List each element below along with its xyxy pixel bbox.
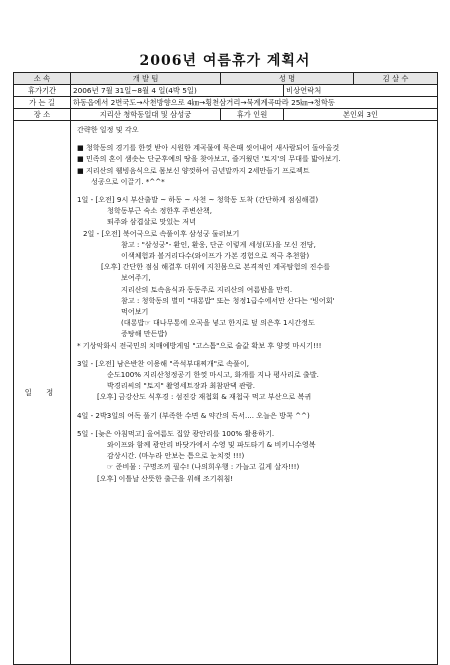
dept-label: 소 속	[14, 73, 71, 85]
contact-label: 비상연락처	[284, 85, 438, 97]
header-row	[14, 73, 438, 85]
name-label: 성 명	[221, 73, 354, 85]
day5-line: 감상시간. (마누라 안보는 틈으로 눈치껏 !!!)	[107, 451, 245, 461]
goal-line: 성공으로 이끌기. *^^*	[91, 176, 165, 186]
schedule-content	[71, 121, 438, 665]
place-label: 장 소	[14, 109, 71, 121]
schedule-label: 일 정	[14, 121, 71, 665]
route-label: 가 는 길	[14, 97, 71, 109]
day3-line: 박경리씨의 "토지" 촬영세트장과 최참판댁 관람.	[107, 381, 255, 391]
day4-line: 4일 - 2박3일의 여독 풀기 (부족한 수면 & 약간의 독서.... 오늘은 방콕 ^^)	[77, 410, 310, 420]
document-title: 2006년 여름휴가 계획서	[139, 53, 311, 69]
people-label: 휴가 인원	[221, 109, 284, 121]
day3-line: [오후] 금강산도 식후경 : 섬진강 재첩회 & 재첩국 먹고 부산으로 복귀	[97, 392, 312, 402]
name-value: 김 살 수	[354, 73, 438, 85]
place-row	[14, 109, 438, 121]
day2-line: 먹어보기	[121, 307, 149, 317]
day2-line: 참고 : "삼성궁"- 환인, 환웅, 단군 이렇게 세성(포)을 모신 전당,	[121, 239, 316, 249]
dept-value: 개 발 팀	[71, 73, 221, 85]
plan-form-table	[13, 72, 438, 665]
period-label: 휴가기간	[14, 85, 71, 97]
day2-line: 보여주기,	[121, 273, 151, 283]
goal-line: ■ 청학동의 경기를 한껏 받아 시원한 계곡물에 묵은때 씻어내어 새사람되어 돌아올것	[77, 143, 340, 153]
schedule-row	[14, 121, 438, 665]
day1-line: 청학동부근 숙소 정한후 주변산책,	[107, 206, 212, 216]
day2-line: (대롱밥☞ 대나무통에 오곡을 넣고 한지로 덮 의은후 1시간정도	[121, 318, 315, 328]
day3-line: 순도100% 지리산청정공기 한껏 마시고, 화개를 지나 평사리로 출발.	[107, 370, 319, 380]
day2-line: 지리산의 토속음식과 동동주로 지리산의 여름밤을 만끽.	[121, 284, 293, 294]
day5-line: 와이프와 함께 광안리 바닷가에서 수영 및 파도타기 & 비키니수영복	[107, 440, 316, 450]
weather-note: * 기상악화시 전국민의 치매예방게임 "고스톱"으로 술값 확보 후 양껏 마시기!!!	[77, 340, 322, 350]
goal-line: ■ 민족의 혼이 샘솟는 단군후예의 땅을 찾아보고, 즐거웠던 '토지'의 무대를 밟아보기.	[77, 154, 341, 164]
day5-line: [오후] 이틀날 산뜻한 출근을 위해 조기취침!	[97, 473, 234, 483]
day2-line: 참고 : 청학동의 별미 "대롱밥" 또는 청정1급수에서만 산다는 '빙어회'	[121, 295, 335, 305]
place-value: 지리산 청학동일대 및 삼성궁	[71, 109, 221, 121]
route-row	[14, 97, 438, 109]
day2-line: 이색체험과 볼거리다수(와이프가 가본 경험으로 적극 추천함)	[121, 251, 310, 261]
period-value: 2006년 7월 31일~8월 4 일(4박 5일)	[71, 85, 284, 97]
day2-line: [오후] 간단한 점심 해결후 더위에 지친몸으로 본격적인 계곡탐험의 진수를	[101, 262, 331, 272]
day2-line: 증탕해 만든밥)	[121, 329, 168, 339]
goal-line: ■ 지리산의 웰빙음식으로 몸보신 양껏하여 금년말까지 2세만들기 프로젝트	[77, 165, 310, 175]
people-value: 본인외 3인	[284, 109, 438, 121]
route-value: 하동읍에서 2번국도→사천방향으로 4㎞→횡천삼거리→묵계계곡따라 25㎞→청학동	[71, 97, 438, 109]
period-row	[14, 85, 438, 97]
day2-line: 2일 - [오전] 북어국으로 속풀이후 삼성궁 둘러보기	[83, 228, 240, 238]
intro-text: 간략한 일정 및 각오	[77, 125, 139, 134]
day5-line: 5일 - [늦은 아침먹고] 올여름도 집앞 광안리를 100% 활용하기.	[77, 428, 275, 438]
day1-line: 뙤주와 삼겹살로 맛있는 저녁	[107, 217, 196, 227]
day3-line: 3일 - [오전] 남은반찬 이용해 "즉석부대찌개"로 속풀이,	[77, 358, 249, 368]
day5-line: ☞ 준비물 : 구명조끼 필수! (나의희우행 : 가늘고 길게 살자!!!)	[107, 462, 300, 472]
day1-line: 1일 - [오전] 9시 부산출발 ~ 하동 ~ 사천 ~ 청학동 도착 (간단하게 점심해결)	[77, 195, 319, 205]
